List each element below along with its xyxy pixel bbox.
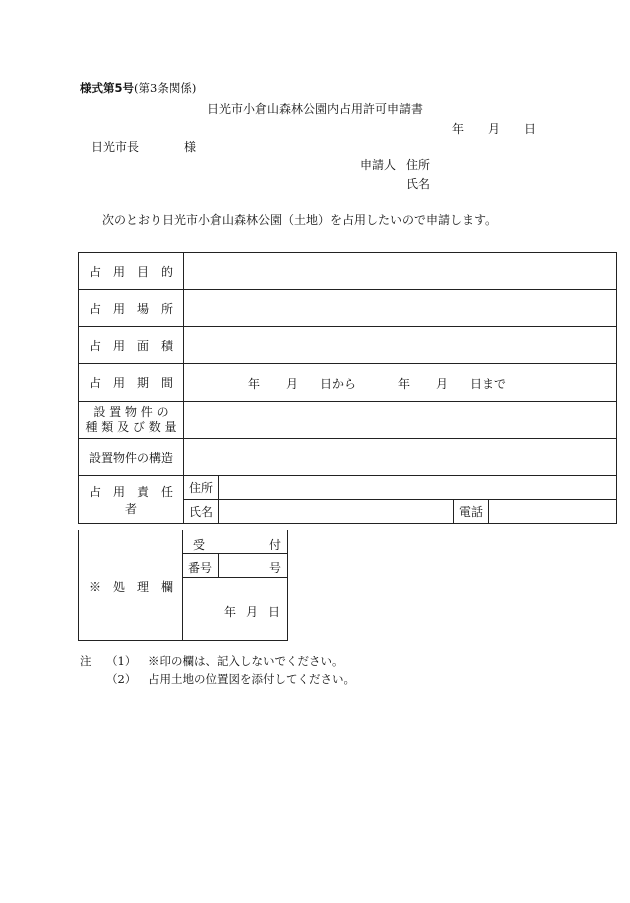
form-number-note: (第3条関係)	[134, 81, 197, 95]
processing-label: ※ 処 理 欄	[88, 580, 173, 594]
note-1-text: ※印の欄は、記入しないでください。	[148, 654, 344, 668]
processing-divider-1	[183, 553, 287, 554]
responsible-label: 占 用 責 任 者	[79, 476, 184, 524]
location-label: 占 用 場 所	[79, 290, 184, 327]
purpose-row	[79, 253, 617, 290]
installation-label-line2: 種 類 及 び 数 量	[85, 420, 177, 434]
period-field[interactable]	[184, 364, 617, 402]
responsible-address-field[interactable]	[219, 476, 617, 500]
processing-date-year: 年	[224, 605, 237, 619]
notes-prefix: 注	[80, 654, 92, 668]
period-month2: 月	[436, 377, 449, 391]
responsible-phone-label: 電話	[454, 500, 489, 524]
period-row	[79, 364, 617, 402]
structure-field[interactable]	[184, 439, 617, 476]
responsible-name-field[interactable]	[219, 500, 454, 524]
date-year: 年	[452, 122, 465, 136]
period-day2-until: 日まで	[470, 377, 507, 391]
structure-label: 設置物件の構造	[79, 439, 184, 476]
period-day1-from: 日から	[320, 377, 357, 391]
document-title: 日光市小倉山森林公園内占用許可申請書	[206, 102, 423, 116]
structure-row	[79, 439, 617, 476]
responsible-address-row	[79, 476, 617, 500]
purpose-label: 占 用 目 的	[79, 253, 184, 290]
processing-divider-2	[183, 577, 287, 578]
receipt-left: 受	[193, 538, 206, 552]
processing-date-month: 月	[246, 605, 259, 619]
period-year1: 年	[248, 377, 261, 391]
date-day: 日	[524, 122, 537, 136]
receipt-right: 付	[269, 538, 282, 552]
processing-label-cell	[78, 530, 183, 641]
note-1-number: （1）	[106, 654, 137, 668]
location-field[interactable]	[184, 290, 617, 327]
addressee: 日光市長	[91, 140, 140, 154]
period-month1: 月	[286, 377, 299, 391]
installation-field[interactable]	[184, 402, 617, 439]
period-label: 占 用 期 間	[79, 364, 184, 402]
number-label: 番号	[188, 561, 213, 575]
installation-label	[79, 402, 184, 439]
responsible-address-label: 住所	[184, 476, 219, 500]
form-number-main: 様式第5号	[80, 81, 135, 95]
processing-box	[182, 530, 288, 641]
location-row	[79, 290, 617, 327]
note-2-text: 占用土地の位置図を添付してください。	[148, 672, 355, 686]
installation-row	[79, 402, 617, 439]
number-divider	[218, 553, 219, 577]
number-suffix: 号	[269, 561, 282, 575]
honorific: 様	[184, 140, 197, 154]
application-table	[78, 252, 617, 524]
area-label: 占 用 面 積	[79, 327, 184, 364]
applicant-label: 申請人	[360, 158, 397, 172]
intro-text: 次のとおり日光市小倉山森林公園（土地）を占用したいので申請します。	[102, 213, 498, 227]
applicant-name-label: 氏名	[406, 177, 431, 191]
form-number	[80, 80, 196, 96]
area-row	[79, 327, 617, 364]
responsible-phone-field[interactable]	[489, 500, 617, 524]
applicant-address-label: 住所	[406, 158, 431, 172]
processing-date-day: 日	[268, 605, 281, 619]
purpose-field[interactable]	[184, 253, 617, 290]
responsible-name-label: 氏名	[184, 500, 219, 524]
installation-label-line1: 設 置 物 件 の	[93, 405, 169, 419]
date-month: 月	[488, 122, 501, 136]
period-year2: 年	[398, 377, 411, 391]
area-field[interactable]	[184, 327, 617, 364]
note-2-number: （2）	[106, 672, 137, 686]
